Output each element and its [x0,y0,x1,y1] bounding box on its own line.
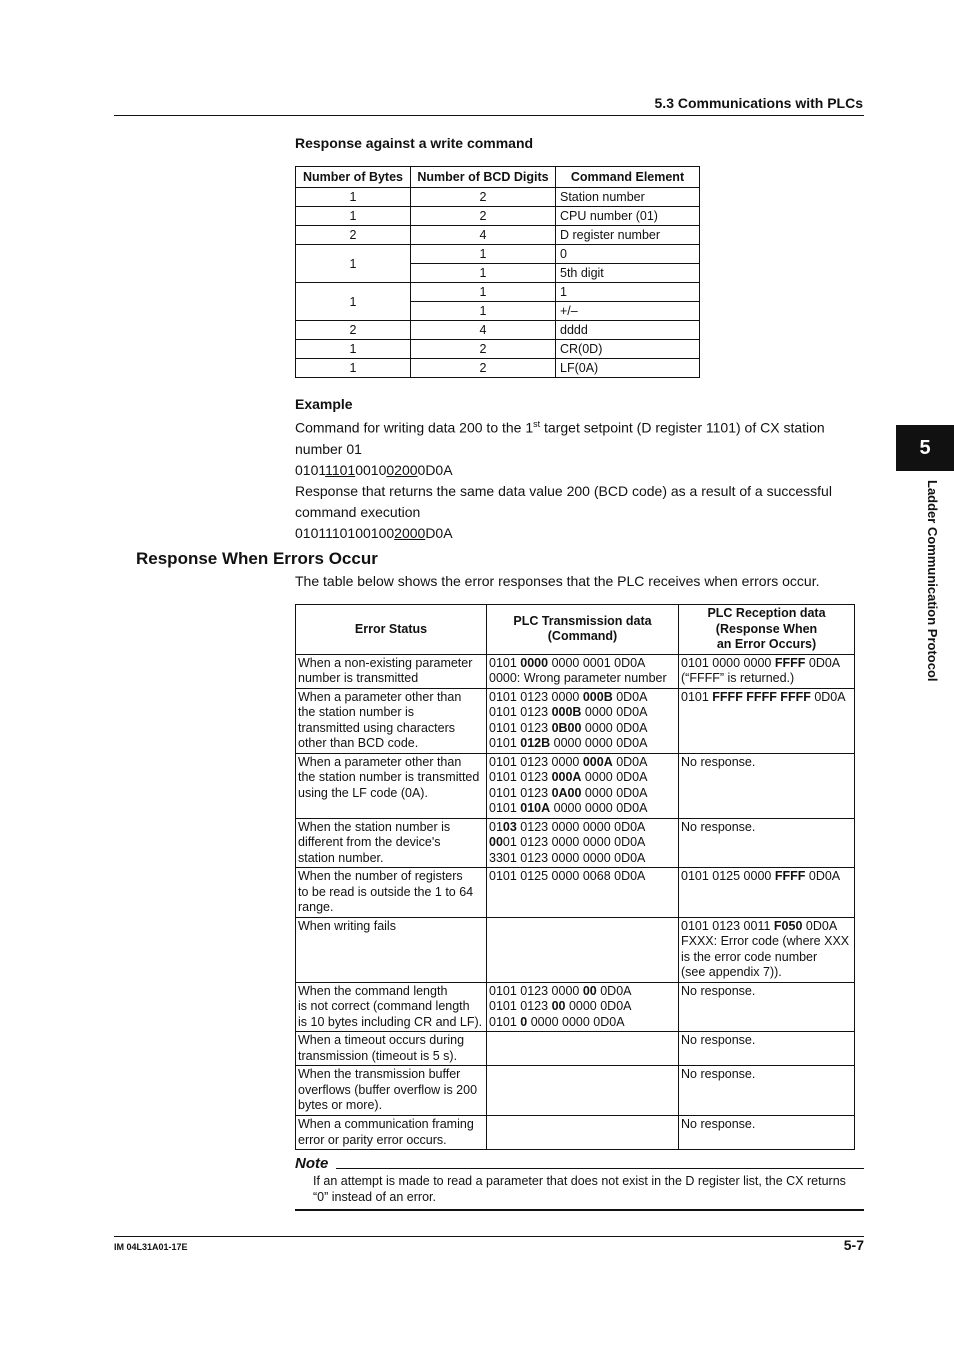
table-row [296,207,700,226]
data-line: 0101 0123 0B00 0000 0D0A [489,720,648,735]
command-segment: 0D0A [417,461,453,478]
status-line: to be read is outside the 1 to 64 [298,884,474,899]
command-segment: 0010 [355,461,387,478]
reception-cell [679,1032,855,1066]
error-row [296,688,855,753]
bytes-cell: 1 [296,359,411,378]
error-row [296,753,855,818]
data-line: No response. [681,1117,756,1131]
data-line: 0101 0123 0000 000A 0D0A [489,754,648,769]
status-line: When the number of registers [298,869,463,883]
data-line: is the error code number [681,949,818,964]
reception-cell [679,818,855,868]
status-line: number is transmitted [298,671,419,685]
reception-cell [679,1066,855,1116]
data-line: (“FFFF” is returned.) [681,671,795,685]
element-cell: D register number [556,226,700,245]
error-row [296,654,855,688]
running-header: 5.3 Communications with PLCs [654,95,863,111]
data-line: FXXX: Error code (where XXX [681,934,850,948]
table-row [296,359,700,378]
data-line: 0101 0123 0011 F050 0D0A [681,918,838,933]
transmission-cell [487,818,679,868]
status-line: range. [298,900,334,914]
note-rule [336,1168,864,1169]
data-line: 0101 0123 0000 000B 0D0A [489,689,648,704]
data-line: 0101 0123 000B 0000 0D0A [489,705,648,719]
status-line: the station number is transmitted [298,770,480,784]
element-cell: CPU number (01) [556,207,700,226]
example-response [295,523,855,544]
data-line: No response. [681,819,756,834]
digits-cell: 1 [411,245,556,264]
error-table-body [296,654,855,1150]
digits-cell: 4 [411,321,556,340]
error-status-cell [296,1032,487,1066]
digits-cell: 1 [411,283,556,302]
error-row [296,917,855,982]
element-cell: LF(0A) [556,359,700,378]
status-line: is not correct (command length [298,999,470,1013]
digits-cell: 2 [411,188,556,207]
bytes-cell: 2 [296,321,411,340]
reception-cell [679,1116,855,1150]
status-line: other than BCD code. [298,736,419,750]
page-number: 5-7 [843,1237,864,1253]
transmission-cell [487,688,679,753]
error-status-cell [296,818,487,868]
error-row [296,982,855,1032]
errors-intro: The table below shows the error responses that the PLC receives when errors occur. [295,573,820,589]
table-row [296,245,700,264]
digits-cell: 2 [411,340,556,359]
status-line: When writing fails [298,918,396,933]
status-line: When a non-existing parameter [298,655,473,670]
error-row [296,868,855,918]
error-table [295,604,855,1150]
response-description: Response that returns the same data value 200 (BCD code) as a result of a successful command execution [295,482,832,520]
error-row [296,1032,855,1066]
data-line: No response. [681,754,756,769]
table-row [296,340,700,359]
error-status-cell [296,654,487,688]
data-line: 3301 0123 0000 0000 0D0A [489,850,646,865]
note-text: If an attempt is made to read a parameter that does not exist in the D register list, the CX returns “0” instead of an error. [313,1174,846,1204]
transmission-cell [487,753,679,818]
element-cell: CR(0D) [556,340,700,359]
reception-cell [679,688,855,753]
element-cell: dddd [556,321,700,340]
transmission-cell [487,868,679,918]
command-segment: 0101 [295,461,326,478]
status-line: is 10 bytes including CR and LF). [298,1014,483,1029]
bytes-cell: 1 [296,207,411,226]
data-line: 0101 FFFF FFFF FFFF 0D0A [681,689,846,704]
col-number-of-bytes: Number of Bytes [296,167,411,188]
error-row [296,1116,855,1150]
status-line: When a parameter other than [298,689,462,704]
chapter-tab: 5 [896,425,954,471]
transmission-cell [487,1066,679,1116]
data-line: 0000: Wrong parameter number [489,671,667,685]
data-line: 0101 0 0000 0000 0D0A [489,1014,625,1029]
element-cell: 5th digit [556,264,700,283]
element-cell: Station number [556,188,700,207]
transmission-cell [487,917,679,982]
note-bottom-rule [295,1209,864,1211]
table-row [296,283,700,302]
col-plc-transmission: PLC Transmission data (Command) [487,605,679,655]
error-status-cell [296,688,487,753]
status-line: When a timeout occurs during [298,1033,465,1047]
status-line: When a communication framing [298,1117,474,1131]
status-line: the station number is [298,705,415,719]
digits-cell: 2 [411,207,556,226]
data-line: (see appendix 7)). [681,965,782,979]
status-line: When a parameter other than [298,754,462,769]
table-row [296,226,700,245]
example-body [295,414,855,544]
error-row [296,818,855,868]
command-segment: 1101 [325,461,356,478]
data-line: No response. [681,1033,756,1047]
transmission-cell [487,1116,679,1150]
reception-cell [679,868,855,918]
data-line: 0103 0123 0000 0000 0D0A [489,819,646,834]
write-response-heading: Response against a write command [295,135,534,151]
write-response-table [295,166,700,378]
data-line: 0101 0123 000A 0000 0D0A [489,770,648,784]
response-segment: D0A [425,524,453,541]
example-text: Command for writing data 200 to the 1 [295,419,534,436]
ordinal-suffix: st [533,419,541,429]
response-segment: 2000 [394,524,426,541]
example-text: target setpoint (D register 1101) of CX station number 01 [295,419,825,457]
response-segment: 0101110100100 [295,524,395,541]
status-line: overflows (buffer overflow is 200 [298,1082,478,1097]
error-status-cell [296,868,487,918]
status-line: different from the device's [298,835,441,849]
col-plc-reception: PLC Reception data (Response When an Error Occurs) [679,605,855,655]
table-row [296,188,700,207]
example-heading: Example [295,396,353,412]
status-line: transmission (timeout is 5 s). [298,1048,458,1063]
data-line: 0101 0000 0000 FFFF 0D0A [681,655,841,670]
error-status-cell [296,1116,487,1150]
status-line: When the transmission buffer [298,1067,461,1081]
element-cell: 1 [556,283,700,302]
error-status-cell [296,917,487,982]
error-status-cell [296,753,487,818]
data-line: 0101 0123 0A00 0000 0D0A [489,785,648,800]
bytes-cell: 1 [296,283,411,321]
status-line: When the station number is [298,819,451,834]
error-status-cell [296,1066,487,1116]
transmission-cell [487,1032,679,1066]
status-line: transmitted using characters [298,720,456,735]
reception-cell [679,982,855,1032]
data-line: No response. [681,983,756,998]
col-number-of-bcd-digits: Number of BCD Digits [411,167,556,188]
example-description [295,414,855,460]
header-rule [114,115,864,116]
reception-cell [679,917,855,982]
status-line: bytes or more). [298,1098,383,1112]
reception-cell [679,654,855,688]
bytes-cell: 1 [296,188,411,207]
example-command [295,460,855,481]
document-id: IM 04L31A01-17E [114,1242,188,1252]
data-line: 0101 012B 0000 0000 0D0A [489,736,648,750]
bytes-cell: 1 [296,245,411,283]
data-line: 0101 0000 0000 0001 0D0A [489,655,646,670]
data-line: 0101 010A 0000 0000 0D0A [489,801,648,815]
digits-cell: 2 [411,359,556,378]
status-line: When the command length [298,983,448,998]
status-line: error or parity error occurs. [298,1132,447,1147]
status-line: station number. [298,850,384,865]
table-row [296,321,700,340]
data-line: 0101 0123 00 0000 0D0A [489,999,632,1013]
digits-cell: 4 [411,226,556,245]
data-line: 0101 0125 0000 0068 0D0A [489,869,646,883]
note-heading: Note [295,1155,329,1172]
digits-cell: 1 [411,302,556,321]
error-row [296,1066,855,1116]
bytes-cell: 1 [296,340,411,359]
reception-cell [679,753,855,818]
element-cell: 0 [556,245,700,264]
col-error-status: Error Status [296,605,487,655]
bytes-cell: 2 [296,226,411,245]
footer-rule [114,1236,864,1237]
status-line: using the LF code (0A). [298,785,428,800]
data-line: No response. [681,1067,756,1081]
element-cell: +/– [556,302,700,321]
errors-heading: Response When Errors Occur [136,549,378,568]
chapter-side-label: Ladder Communication Protocol [925,480,940,682]
transmission-cell [487,982,679,1032]
digits-cell: 1 [411,264,556,283]
data-line: 0101 0123 0000 00 0D0A [489,983,632,998]
transmission-cell [487,654,679,688]
col-command-element: Command Element [556,167,700,188]
error-status-cell [296,982,487,1032]
data-line: 0101 0125 0000 FFFF 0D0A [681,869,841,883]
data-line: 0001 0123 0000 0000 0D0A [489,835,646,849]
command-segment: 0200 [386,461,418,478]
